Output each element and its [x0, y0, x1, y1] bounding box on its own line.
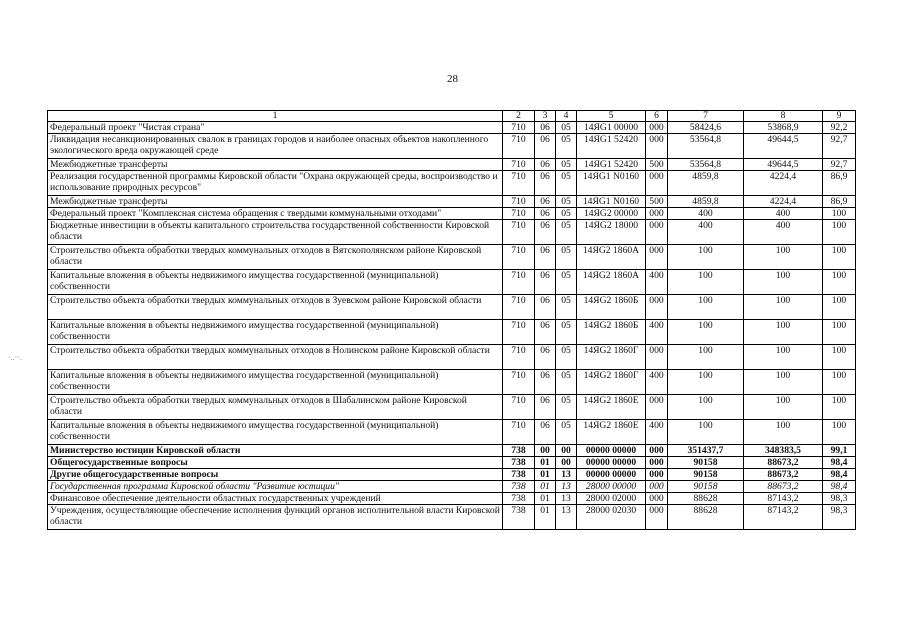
expense-type-cell: 400 — [646, 320, 668, 345]
target-article-cell: 14ЯG2 1860Б — [577, 320, 646, 345]
planned-cell: 4859,8 — [668, 171, 744, 196]
name-cell: Капитальные вложения в объекты недвижимого имущества государственной (муниципальной) собственности — [48, 420, 503, 445]
table-row — [48, 420, 856, 445]
table-row — [48, 122, 856, 134]
section-cell: 01 — [535, 457, 556, 469]
executed-cell: 4224,4 — [744, 196, 823, 208]
section-cell: 06 — [535, 395, 556, 420]
admin-code-cell: 738 — [503, 457, 535, 469]
subsection-cell: 05 — [556, 345, 577, 370]
expense-type-cell: 000 — [646, 457, 668, 469]
percent-cell: 92,2 — [823, 122, 856, 134]
header-cell: 6 — [646, 111, 668, 122]
executed-cell: 88673,2 — [744, 481, 823, 493]
header-cell: 7 — [668, 111, 744, 122]
percent-cell: 100 — [823, 220, 856, 245]
executed-cell: 100 — [744, 370, 823, 395]
subsection-cell: 05 — [556, 122, 577, 134]
name-cell: Общегосударственные вопросы — [48, 457, 503, 469]
expense-type-cell: 000 — [646, 245, 668, 270]
subsection-cell: 05 — [556, 220, 577, 245]
target-article-cell: 14ЯG2 1860Б — [577, 295, 646, 320]
name-cell: Капитальные вложения в объекты недвижимого имущества государственной (муниципальной) собственности — [48, 270, 503, 295]
planned-cell: 90158 — [668, 481, 744, 493]
executed-cell: 88673,2 — [744, 457, 823, 469]
expense-type-cell: 400 — [646, 270, 668, 295]
admin-code-cell: 710 — [503, 245, 535, 270]
executed-cell: 87143,2 — [744, 505, 823, 530]
name-cell: Строительство объекта обработки твердых коммунальных отходов в Нолинском районе Кировской области — [48, 345, 503, 370]
admin-code-cell: 738 — [503, 505, 535, 530]
admin-code-cell: 710 — [503, 270, 535, 295]
name-cell: Реализация государственной программы Кировской области "Охрана окружающей среды, воспроизводство и использование природных ресурсов" — [48, 171, 503, 196]
target-article-cell: 14ЯG2 1860А — [577, 245, 646, 270]
table-row — [48, 159, 856, 171]
planned-cell: 100 — [668, 295, 744, 320]
subsection-cell: 05 — [556, 171, 577, 196]
subsection-cell: 05 — [556, 270, 577, 295]
executed-cell: 53868,9 — [744, 122, 823, 134]
percent-cell: 100 — [823, 420, 856, 445]
subsection-cell: 05 — [556, 295, 577, 320]
percent-cell: 100 — [823, 370, 856, 395]
executed-cell: 100 — [744, 320, 823, 345]
planned-cell: 88628 — [668, 505, 744, 530]
name-cell: Межбюджетные трансферты — [48, 196, 503, 208]
admin-code-cell: 738 — [503, 493, 535, 505]
table-row — [48, 395, 856, 420]
admin-code-cell: 738 — [503, 481, 535, 493]
table-row — [48, 370, 856, 395]
section-cell: 06 — [535, 196, 556, 208]
header-cell: 2 — [503, 111, 535, 122]
table-row — [48, 493, 856, 505]
section-cell: 01 — [535, 469, 556, 481]
admin-code-cell: 710 — [503, 395, 535, 420]
name-cell: Ликвидация несанкционированных свалок в границах городов и наиболее опасных объектов накопленного экологического вреда окружающей среде — [48, 134, 503, 159]
percent-cell: 100 — [823, 270, 856, 295]
expense-type-cell: 000 — [646, 395, 668, 420]
page-number: 28 — [447, 73, 458, 85]
section-cell: 06 — [535, 270, 556, 295]
planned-cell: 351437,7 — [668, 445, 744, 457]
planned-cell: 88628 — [668, 493, 744, 505]
admin-code-cell: 710 — [503, 320, 535, 345]
header-cell: 8 — [744, 111, 823, 122]
subsection-cell: 05 — [556, 395, 577, 420]
subsection-cell: 05 — [556, 245, 577, 270]
target-article-cell: 14ЯG1 52420 — [577, 159, 646, 171]
percent-cell: 98,4 — [823, 469, 856, 481]
planned-cell: 100 — [668, 270, 744, 295]
planned-cell: 100 — [668, 245, 744, 270]
target-article-cell: 00000 00000 — [577, 469, 646, 481]
subsection-cell: 13 — [556, 469, 577, 481]
subsection-cell: 13 — [556, 505, 577, 530]
table-header-row — [48, 111, 856, 122]
subsection-cell: 00 — [556, 457, 577, 469]
planned-cell: 53564,8 — [668, 134, 744, 159]
name-cell: Строительство объекта обработки твердых коммунальных отходов в Вятскополянском районе Кировской области — [48, 245, 503, 270]
target-article-cell: 28000 02000 — [577, 493, 646, 505]
table-row — [48, 505, 856, 530]
table-row — [48, 196, 856, 208]
section-cell: 06 — [535, 208, 556, 220]
planned-cell: 90158 — [668, 469, 744, 481]
name-cell: Финансовое обеспечение деятельности областных государственных учреждений — [48, 493, 503, 505]
expense-type-cell: 000 — [646, 445, 668, 457]
admin-code-cell: 710 — [503, 122, 535, 134]
section-cell: 01 — [535, 493, 556, 505]
subsection-cell: 00 — [556, 445, 577, 457]
admin-code-cell: 710 — [503, 420, 535, 445]
admin-code-cell: 710 — [503, 208, 535, 220]
executed-cell: 100 — [744, 420, 823, 445]
table-row — [48, 208, 856, 220]
target-article-cell: 14ЯG1 52420 — [577, 134, 646, 159]
header-cell: 1 — [48, 111, 503, 122]
section-cell: 06 — [535, 420, 556, 445]
admin-code-cell: 710 — [503, 220, 535, 245]
header-cell: 9 — [823, 111, 856, 122]
section-cell: 06 — [535, 370, 556, 395]
planned-cell: 58424,6 — [668, 122, 744, 134]
name-cell: Бюджетные инвестиции в объекты капитального строительства государственной собственности Кировской области — [48, 220, 503, 245]
target-article-cell: 14ЯG2 1860Е — [577, 395, 646, 420]
expense-type-cell: 000 — [646, 481, 668, 493]
planned-cell: 100 — [668, 320, 744, 345]
target-article-cell: 14ЯG1 N0160 — [577, 171, 646, 196]
planned-cell: 100 — [668, 345, 744, 370]
name-cell: Капитальные вложения в объекты недвижимого имущества государственной (муниципальной) собственности — [48, 320, 503, 345]
subsection-cell: 05 — [556, 320, 577, 345]
percent-cell: 92,7 — [823, 134, 856, 159]
section-cell: 06 — [535, 320, 556, 345]
target-article-cell: 00000 00000 — [577, 445, 646, 457]
percent-cell: 100 — [823, 208, 856, 220]
planned-cell: 100 — [668, 420, 744, 445]
admin-code-cell: 710 — [503, 370, 535, 395]
expense-type-cell: 400 — [646, 420, 668, 445]
target-article-cell: 14ЯG2 1860Г — [577, 370, 646, 395]
table-row — [48, 457, 856, 469]
table-row — [48, 245, 856, 270]
admin-code-cell: 738 — [503, 469, 535, 481]
target-article-cell: 14ЯG1 00000 — [577, 122, 646, 134]
target-article-cell: 14ЯG1 N0160 — [577, 196, 646, 208]
planned-cell: 4859,8 — [668, 196, 744, 208]
executed-cell: 400 — [744, 208, 823, 220]
planned-cell: 100 — [668, 370, 744, 395]
scan-artifact: ·..··. — [8, 353, 22, 362]
percent-cell: 86,9 — [823, 196, 856, 208]
target-article-cell: 14ЯG2 00000 — [577, 208, 646, 220]
section-cell: 06 — [535, 134, 556, 159]
expense-type-cell: 000 — [646, 134, 668, 159]
expense-type-cell: 000 — [646, 171, 668, 196]
name-cell: Федеральный проект "Чистая страна" — [48, 122, 503, 134]
subsection-cell: 13 — [556, 481, 577, 493]
subsection-cell: 05 — [556, 159, 577, 171]
expense-type-cell: 000 — [646, 295, 668, 320]
expense-type-cell: 000 — [646, 345, 668, 370]
executed-cell: 348383,5 — [744, 445, 823, 457]
admin-code-cell: 710 — [503, 159, 535, 171]
expense-type-cell: 500 — [646, 196, 668, 208]
percent-cell: 98,4 — [823, 481, 856, 493]
executed-cell: 87143,2 — [744, 493, 823, 505]
table-row — [48, 295, 856, 320]
subsection-cell: 05 — [556, 370, 577, 395]
percent-cell: 98,3 — [823, 493, 856, 505]
subsection-cell: 05 — [556, 134, 577, 159]
section-cell: 06 — [535, 295, 556, 320]
planned-cell: 400 — [668, 208, 744, 220]
name-cell: Межбюджетные трансферты — [48, 159, 503, 171]
table-row — [48, 481, 856, 493]
percent-cell: 99,1 — [823, 445, 856, 457]
section-cell: 06 — [535, 171, 556, 196]
executed-cell: 49644,5 — [744, 134, 823, 159]
table-row — [48, 469, 856, 481]
executed-cell: 400 — [744, 220, 823, 245]
table-row — [48, 320, 856, 345]
name-cell: Другие общегосударственные вопросы — [48, 469, 503, 481]
executed-cell: 49644,5 — [744, 159, 823, 171]
table-row — [48, 134, 856, 159]
subsection-cell: 05 — [556, 196, 577, 208]
section-cell: 06 — [535, 345, 556, 370]
table-row — [48, 445, 856, 457]
expense-type-cell: 000 — [646, 493, 668, 505]
percent-cell: 100 — [823, 345, 856, 370]
admin-code-cell: 710 — [503, 196, 535, 208]
percent-cell: 100 — [823, 395, 856, 420]
table-row — [48, 220, 856, 245]
percent-cell: 100 — [823, 320, 856, 345]
admin-code-cell: 710 — [503, 345, 535, 370]
expense-type-cell: 000 — [646, 505, 668, 530]
section-cell: 01 — [535, 505, 556, 530]
table-row — [48, 345, 856, 370]
percent-cell: 92,7 — [823, 159, 856, 171]
header-cell: 3 — [535, 111, 556, 122]
target-article-cell: 28000 00000 — [577, 481, 646, 493]
header-cell: 4 — [556, 111, 577, 122]
table-row — [48, 171, 856, 196]
name-cell: Учреждения, осуществляющие обеспечение исполнения функций органов исполнительной власти Кировской области — [48, 505, 503, 530]
executed-cell: 4224,4 — [744, 171, 823, 196]
table-row — [48, 270, 856, 295]
admin-code-cell: 710 — [503, 134, 535, 159]
subsection-cell: 05 — [556, 420, 577, 445]
expense-type-cell: 000 — [646, 208, 668, 220]
section-cell: 00 — [535, 445, 556, 457]
name-cell: Государственная программа Кировской области "Развитие юстиции" — [48, 481, 503, 493]
executed-cell: 100 — [744, 295, 823, 320]
name-cell: Строительство объекта обработки твердых коммунальных отходов в Шабалинском районе Кировской области — [48, 395, 503, 420]
target-article-cell: 00000 00000 — [577, 457, 646, 469]
percent-cell: 98,3 — [823, 505, 856, 530]
admin-code-cell: 710 — [503, 295, 535, 320]
expense-type-cell: 400 — [646, 370, 668, 395]
percent-cell: 100 — [823, 295, 856, 320]
target-article-cell: 14ЯG2 1860А — [577, 270, 646, 295]
expense-type-cell: 500 — [646, 159, 668, 171]
subsection-cell: 05 — [556, 208, 577, 220]
target-article-cell: 14ЯG2 1860Г — [577, 345, 646, 370]
admin-code-cell: 738 — [503, 445, 535, 457]
name-cell: Министерство юстиции Кировской области — [48, 445, 503, 457]
target-article-cell: 28000 02030 — [577, 505, 646, 530]
section-cell: 01 — [535, 481, 556, 493]
subsection-cell: 13 — [556, 493, 577, 505]
header-cell: 5 — [577, 111, 646, 122]
executed-cell: 100 — [744, 270, 823, 295]
name-cell: Федеральный проект "Комплексная система обращения с твердыми коммунальными отходами" — [48, 208, 503, 220]
executed-cell: 100 — [744, 395, 823, 420]
name-cell: Капитальные вложения в объекты недвижимого имущества государственной (муниципальной) собственности — [48, 370, 503, 395]
planned-cell: 100 — [668, 395, 744, 420]
planned-cell: 90158 — [668, 457, 744, 469]
section-cell: 06 — [535, 122, 556, 134]
admin-code-cell: 710 — [503, 171, 535, 196]
table-body — [48, 122, 856, 530]
expense-type-cell: 000 — [646, 469, 668, 481]
planned-cell: 400 — [668, 220, 744, 245]
budget-table — [47, 110, 856, 530]
expense-type-cell: 000 — [646, 220, 668, 245]
section-cell: 06 — [535, 159, 556, 171]
target-article-cell: 14ЯG2 18000 — [577, 220, 646, 245]
planned-cell: 53564,8 — [668, 159, 744, 171]
target-article-cell: 14ЯG2 1860Е — [577, 420, 646, 445]
executed-cell: 88673,2 — [744, 469, 823, 481]
executed-cell: 100 — [744, 245, 823, 270]
percent-cell: 100 — [823, 245, 856, 270]
section-cell: 06 — [535, 245, 556, 270]
section-cell: 06 — [535, 220, 556, 245]
percent-cell: 86,9 — [823, 171, 856, 196]
percent-cell: 98,4 — [823, 457, 856, 469]
executed-cell: 100 — [744, 345, 823, 370]
name-cell: Строительство объекта обработки твердых коммунальных отходов в Зуевском районе Кировской области — [48, 295, 503, 320]
expense-type-cell: 000 — [646, 122, 668, 134]
